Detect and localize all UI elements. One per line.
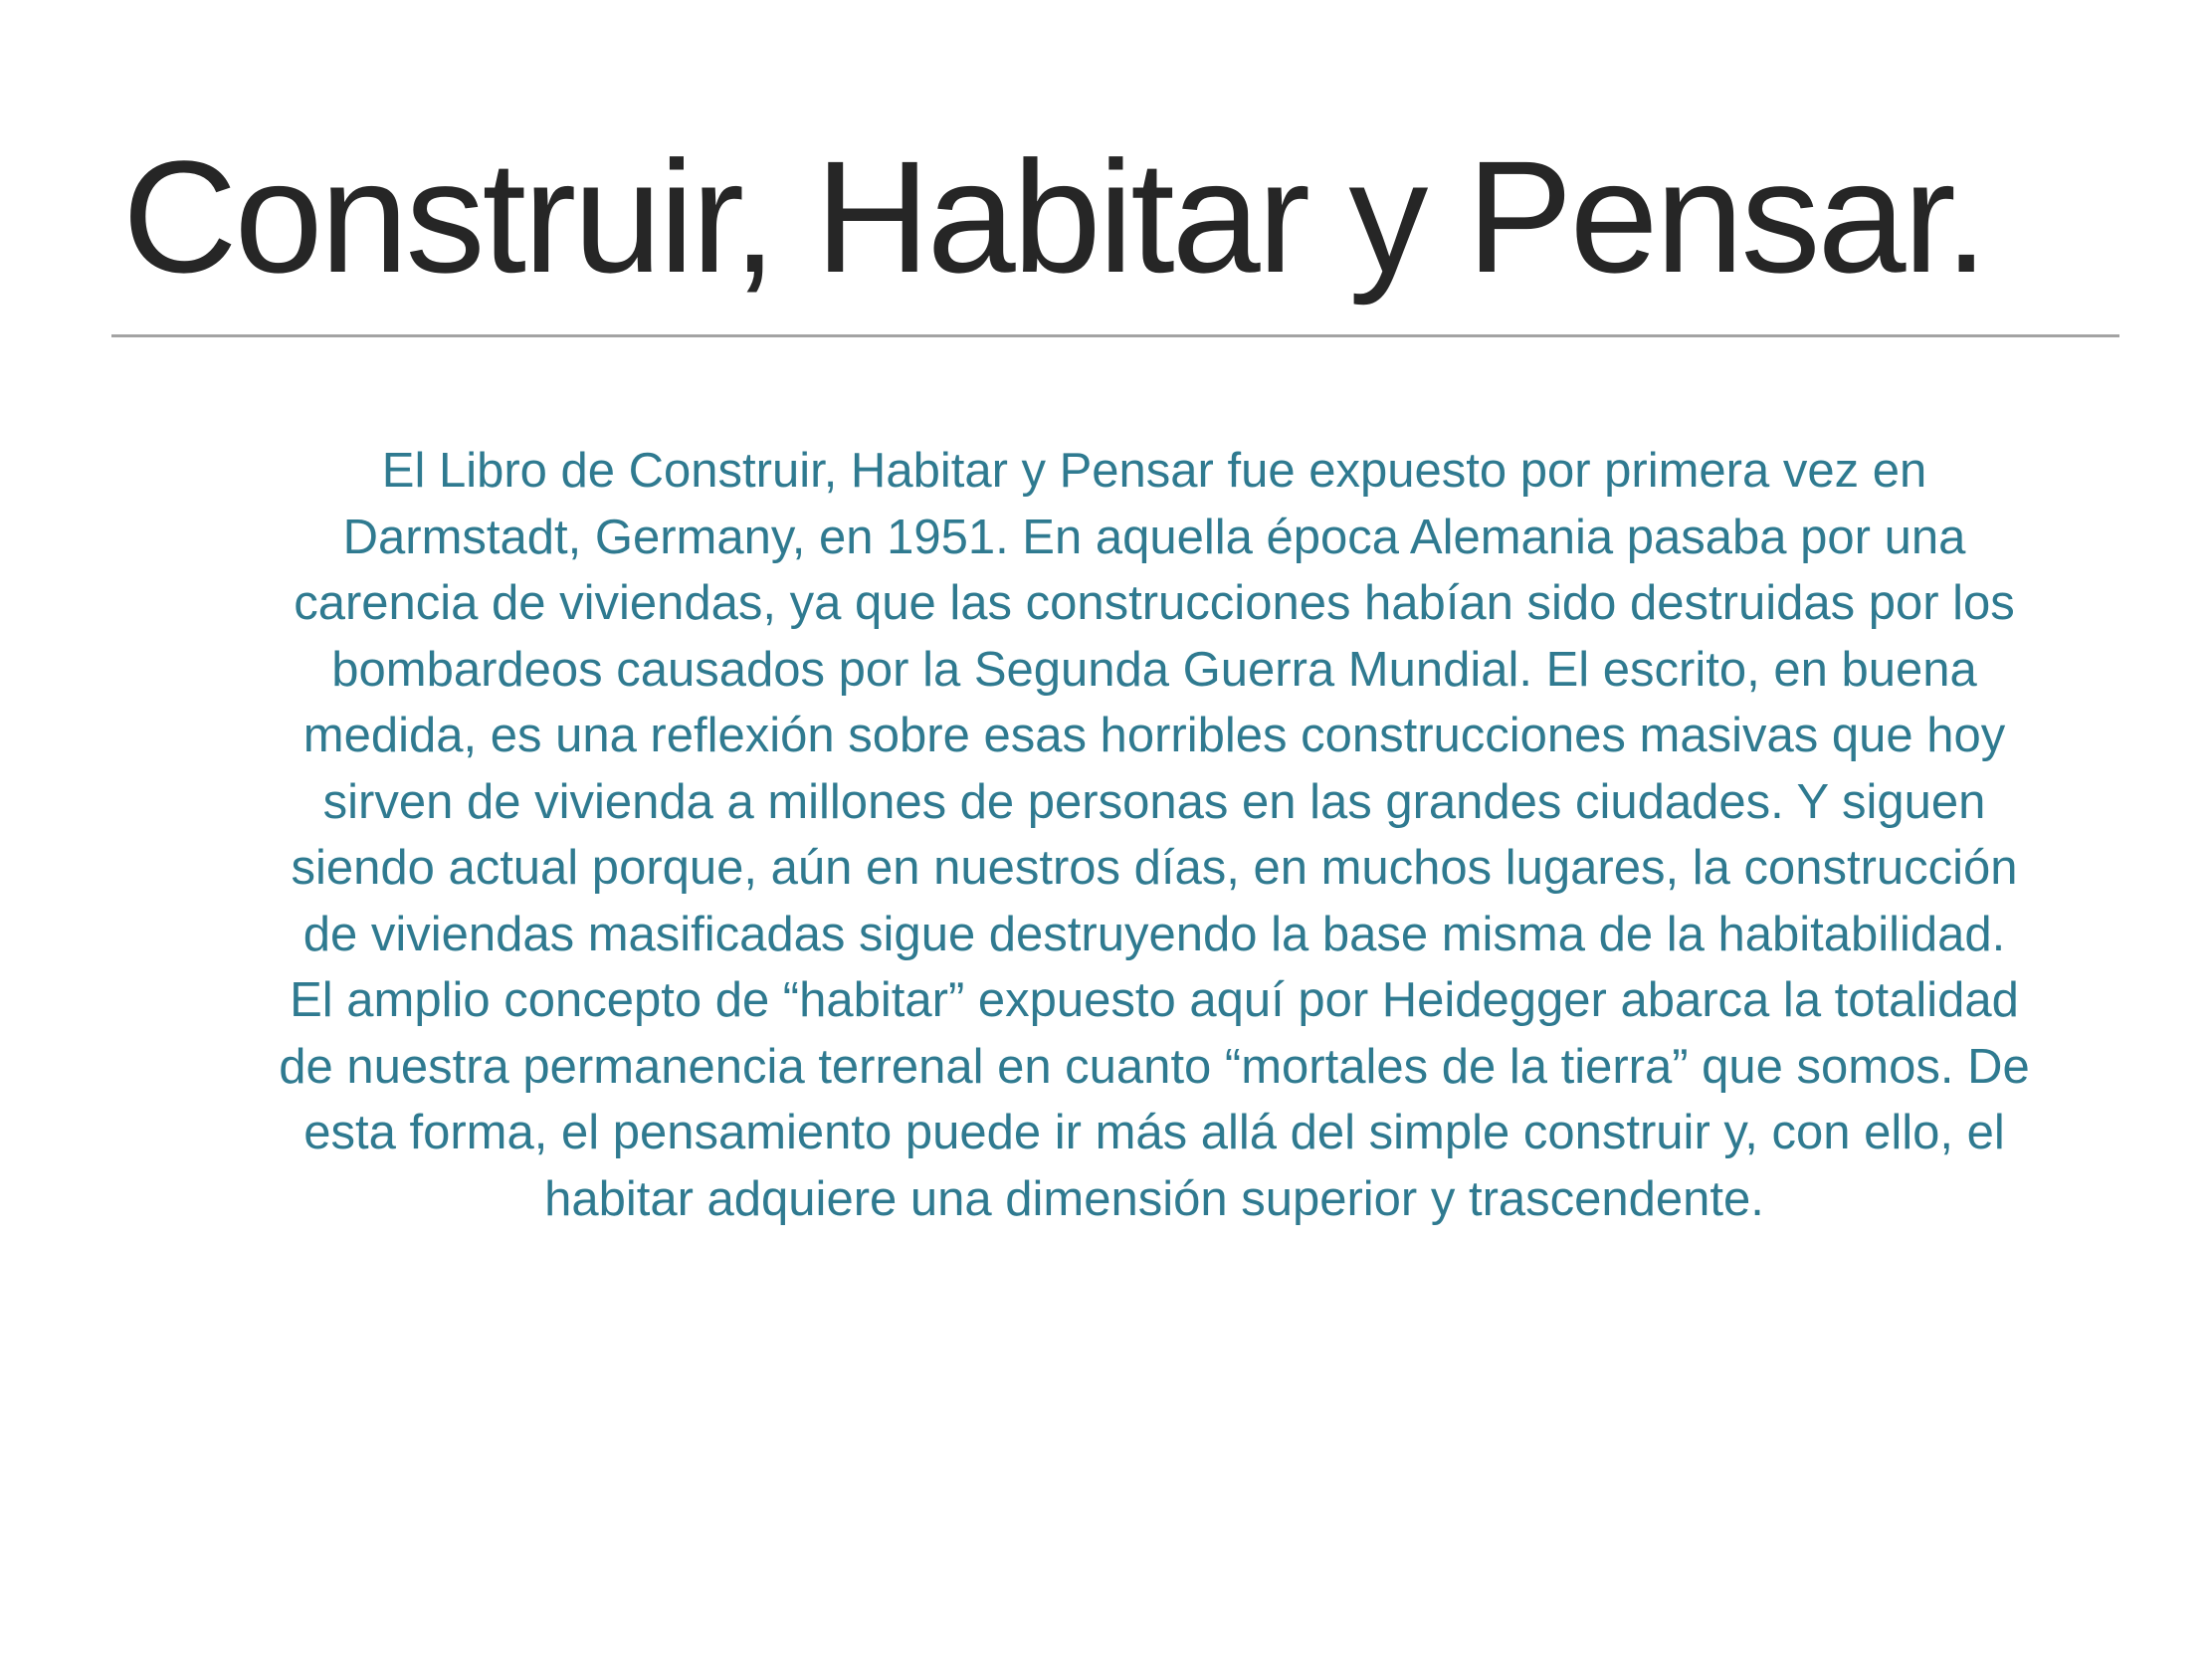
paragraph-1: El Libro de Construir, Habitar y Pensar fue expuesto por primera vez en Darmstadt, Germany, en 1951. En aquella época Alemania pasaba por una carencia de viviendas, ya que las construcciones habían sido destruidas por los bombardeos causados por la Segunda Guerra Mundial. El escrito, en buena medida, es una reflexión sobre esas horribles construcciones masivas que hoy sirven de vivienda a millones de personas en las grandes ciudades. Y siguen siendo actual porque, aún en nuestros días, en muchos lugares, la construcción de viviendas masificadas sigue destruyendo la base misma de la habitabilidad. <box>291 444 2018 961</box>
title-divider <box>111 334 2119 337</box>
paragraph-2: El amplio concepto de “habitar” expuesto aquí por Heidegger abarca la totalidad de nuestra permanencia terrenal en cuanto “mortales de la tierra” que somos. De esta forma, el pensamiento puede ir más allá del simple construir y, con ello, el habitar adquiere una dimensión superior y trascendente. <box>279 973 2030 1226</box>
page-title: Construir, Habitar y Pensar. <box>122 127 1986 306</box>
body-text <box>279 438 2030 1232</box>
